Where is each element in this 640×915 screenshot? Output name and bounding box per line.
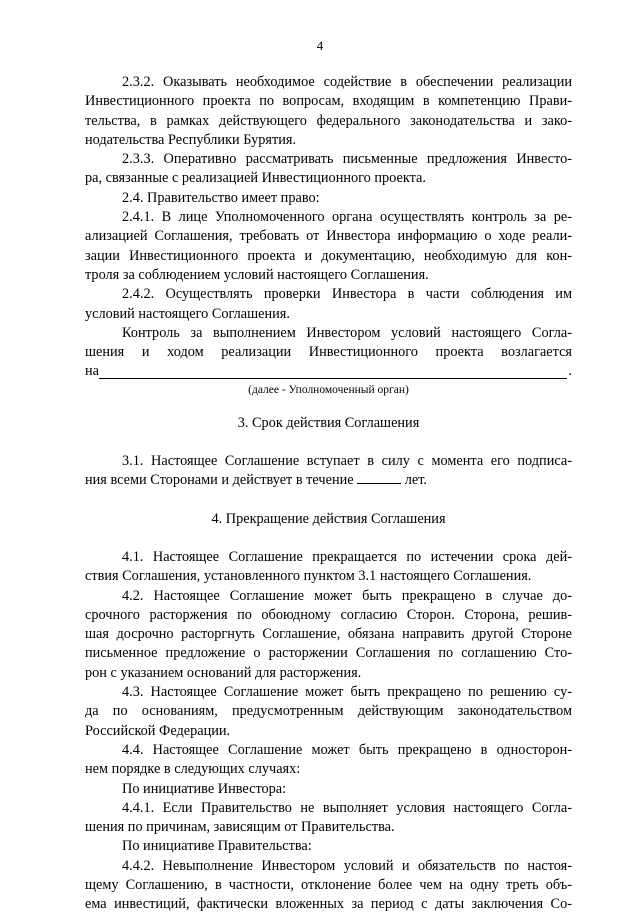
years-blank — [357, 471, 401, 484]
text-line: ствия Соглашения, установленного пунктом 3.1 настоящего Соглашения. — [85, 568, 532, 585]
text-line: ра, связанные с реализацией Инвестиционного проекта. — [85, 170, 426, 187]
text-line: письменное предложение о расторжении Соглашения по соглашению Сто- — [85, 645, 572, 662]
clause-2-4-1 — [85, 208, 572, 285]
section-3-heading: 3. Срок действия Соглашения — [237, 414, 420, 431]
clause-4-4-1 — [85, 799, 572, 838]
text-line: ализацией Соглашения, требовать от Инвестора информацию о ходе реали- — [85, 228, 572, 245]
text-line: Инвестиционного проекта по вопросам, входящим в компетенцию Прави- — [85, 93, 572, 110]
text-line: срочного расторжения по обоюдному согласию Сторон. Сторона, решив- — [85, 606, 572, 623]
authority-note: (далее - Уполномоченный орган) — [248, 383, 409, 396]
text-line: да по основаниям, предусмотренным действующим законодательством — [85, 703, 572, 720]
investor-initiative: По инициативе Инвестора: — [122, 780, 287, 797]
government-initiative: По инициативе Правительства: — [122, 838, 312, 855]
clause-4-4 — [85, 741, 572, 780]
page-number: 4 — [316, 38, 324, 53]
text-line: 4.3. Настоящее Соглашение может быть прекращено по решению су- — [122, 684, 572, 701]
authority-blank-line — [85, 362, 572, 381]
text-line: 3.1. Настоящее Соглашение вступает в силу с момента его подписа- — [122, 453, 572, 470]
text-line: щему Соглашению, в частности, отклонение более чем на одну треть объ- — [85, 876, 572, 893]
text-na: на — [85, 363, 99, 380]
text-line: шения и ходом реализации Инвестиционного проекта возлагается — [85, 344, 572, 361]
text-line: Контроль за выполнением Инвестором условий настоящего Согла- — [122, 324, 572, 341]
text-line: 4.2. Настоящее Соглашение может быть прекращено в случае до- — [122, 587, 572, 604]
clause-4-1 — [85, 548, 572, 587]
text-segment: ния всеми Сторонами и действует в течение — [85, 472, 358, 489]
text-line: шая досрочно расторгнуть Соглашение, обязана направить другой Стороне — [85, 626, 572, 643]
text-line: ема инвестиций, фактически вложенных за период с даты заключения Со- — [85, 896, 572, 913]
clause-2-4-2 — [85, 285, 572, 324]
text-segment: лет. — [401, 472, 427, 489]
text-line: Российской Федерации. — [85, 722, 231, 739]
section-4-heading: 4. Прекращение действия Соглашения — [211, 510, 446, 527]
text-period: . — [568, 363, 572, 380]
text-line: условий настоящего Соглашения. — [85, 305, 290, 322]
clause-4-3 — [85, 683, 572, 741]
text-line: тельства, в рамках действующего федерального законодательства и зако- — [85, 112, 572, 129]
text-line: 4.4. Настоящее Соглашение может быть прекращено в односторон- — [122, 741, 572, 758]
text-line: шения по причинам, зависящим от Правительства. — [85, 819, 395, 836]
fill-in-rule — [99, 364, 567, 379]
text-line: зации Инвестиционного проекта и документацию, необходимую для кон- — [85, 247, 572, 264]
clause-2-3-3 — [85, 150, 572, 189]
clause-4-2 — [85, 587, 572, 683]
clause-2-4: 2.4. Правительство имеет право: — [122, 189, 320, 206]
text-line — [85, 471, 572, 490]
clause-3-1 — [85, 452, 572, 491]
text-line: 2.3.3. Оперативно рассматривать письменные предложения Инвесто- — [122, 151, 572, 168]
control-paragraph — [85, 324, 572, 398]
text-line: нодательства Республики Бурятия. — [85, 131, 297, 148]
text-line: 2.4.2. Осуществлять проверки Инвестора в части соблюдения им — [122, 286, 572, 303]
text-line: 2.4.1. В лице Уполномоченного органа осуществлять контроль за ре- — [122, 209, 572, 226]
document-body — [85, 73, 572, 915]
text-line: троля за соблюдением условий настоящего Соглашения. — [85, 266, 429, 283]
text-line: 4.4.2. Невыполнение Инвестором условий и обязательств по настоя- — [122, 857, 572, 874]
text-line: нем порядке в следующих случаях: — [85, 761, 301, 778]
text-line: рон с указанием оснований для расторжения. — [85, 664, 362, 681]
clause-4-4-2 — [85, 857, 572, 915]
text-line: 4.1. Настоящее Соглашение прекращается по истечении срока дей- — [122, 548, 572, 565]
text-line: 2.3.2. Оказывать необходимое содействие в обеспечении реализации — [122, 74, 572, 90]
clause-2-3-2 — [85, 73, 572, 150]
text-line: 4.4.1. Если Правительство не выполняет условия настоящего Согла- — [122, 799, 572, 816]
